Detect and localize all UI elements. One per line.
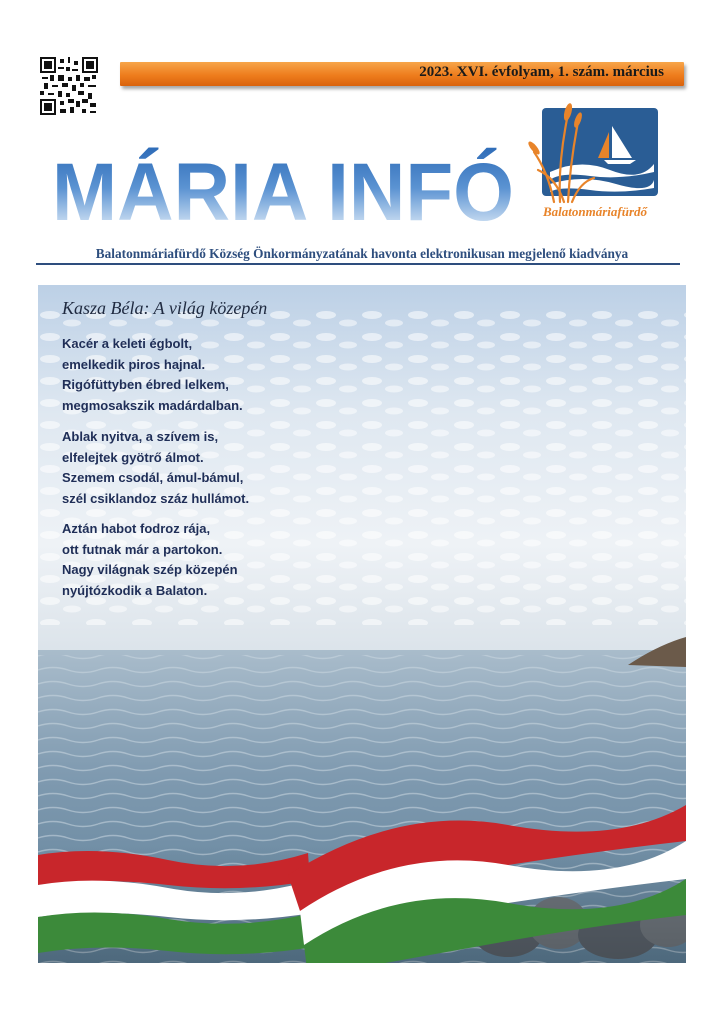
- poem-line: Szemem csodál, ámul-bámul,: [62, 470, 244, 485]
- issue-banner: [120, 62, 684, 86]
- header-divider: [36, 263, 680, 265]
- poem-line: Aztán habot fodroz rája,: [62, 521, 211, 536]
- poem-line: Ablak nyitva, a szívem is,: [62, 429, 219, 444]
- logo-text: Balatonmáriafürdő: [542, 204, 648, 219]
- poem-line: megmosakszik madárdalban.: [62, 397, 243, 413]
- poem-line: nyújtózkodik a Balaton.: [62, 582, 208, 598]
- poem-stanza-1: [62, 334, 243, 416]
- poem-line: Kacér a keleti égbolt,: [62, 336, 193, 351]
- publication-subtitle: Balatonmáriafürdő Község Önkormányzatának havonta elektronikusan megjelenő kiadványa: [95, 246, 629, 261]
- poem-line: elfelejtek gyötrő álmot.: [62, 449, 204, 465]
- issue-text: 2023. XVI. évfolyam, 1. szám. március: [419, 64, 664, 80]
- poem-line: emelkedik piros hajnal.: [62, 356, 206, 372]
- masthead-text: MÁRIA INFÓ: [52, 147, 514, 232]
- poem-stanza-2: [62, 427, 249, 509]
- village-logo: [520, 92, 670, 220]
- poem-line: Rigófüttyben ébred lelkem,: [62, 377, 229, 392]
- poem-line: ott futnak már a partokon.: [62, 541, 223, 557]
- poem-title: Kasza Béla: A világ közepén: [62, 298, 268, 318]
- poem-stanza-3: [62, 519, 238, 601]
- poem-line: Nagy világnak szép közepén: [62, 562, 238, 577]
- poem-line: szél csiklandoz száz hullámot.: [62, 490, 250, 506]
- masthead-title: [48, 132, 518, 232]
- qr-code[interactable]: [40, 57, 98, 115]
